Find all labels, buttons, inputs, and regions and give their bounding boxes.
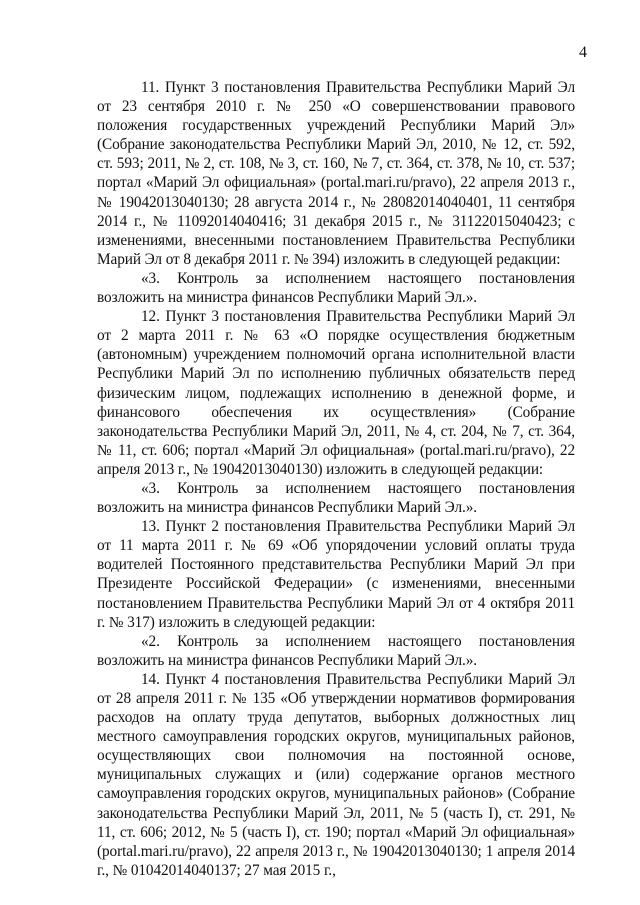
paragraph-item-13: 13. Пункт 2 постановления Правительства Республики Марий Эл от 11 марта 2011 г. № 69 «Об упорядочении условий оплаты труда водителей Постоянного представительства Республики Марий Эл при Президенте Российской Федерации» (с изменениями, внесенными постановлением Правительства Республики Марий Эл от 4 октября 2011 г. № 317) изложить в следующей редакции: [97,518,575,631]
paragraph-item-11: 11. Пункт 3 постановления Правительства Республики Марий Эл от 23 сентября 2010 г. № 250 «О совершенствовании правового положения государственных учреждений Республики Марий Эл» (Собрание законодательства Республики Марий Эл, 2010, № 12, ст. 592, ст. 593; 2011, № 2, ст. 108, № 3, ст. 160, № 7, ст. 364, ст. 378, № 10, ст. 537; портал «Марий Эл официальная» (portal.mari.ru/pravo), 22 апреля 2013 г., № 19042013040130; 28 августа 2014 г., № 28082014040401, 11 сентября 2014 г., № 11092014040416; 31 декабря 2015 г., № 31122015040423; с изменениями, внесенными постановлением Правительства Республики Марий Эл от 8 декабря 2011 г. № 394) изложить в следующей редакции: [97,79,575,268]
quoted-amendment-13: «2. Контроль за исполнением настоящего постановления возложить на министра финансов Республики Марий Эл.». [97,632,575,669]
paragraph-item-12: 12. Пункт 3 постановления Правительства Республики Марий Эл от 2 марта 2011 г. № 63 «О порядке осуществления бюджетным (автономным) учреждением полномочий органа исполнительной власти Республики Марий Эл по исполнению публичных обязательств перед физическим лицом, подлежащих исполнению в денежной форме, и финансового обеспечения их осуществления» (Собрание законодательства Республики Марий Эл, 2011, № 4, ст. 204, № 7, ст. 364, № 11, ст. 606; портал «Марий Эл официальная» (portal.mari.ru/pravo), 22 апреля 2013 г., № 19042013040130) изложить в следующей редакции: [97,308,575,478]
paragraph-item-14: 14. Пункт 4 постановления Правительства Республики Марий Эл от 28 апреля 2011 г. № 135 «Об утверждении нормативов формирования расходов на оплату труда депутатов, выборных должностных лиц местного самоуправления городских округов, муниципальных районов, осуществляющих свои полномочия на постоянной основе, муниципальных служащих и (или) содержание органов местного самоуправления городских округов, муниципальных районов» (Собрание законодательства Республики Марий Эл, 2011, № 5 (часть I), ст. 291, № 11, ст. 606; 2012, № 5 (часть I), ст. 190; портал «Марий Эл официальная» (portal.mari.ru/pravo), 22 апреля 2013 г., № 19042013040130; 1 апреля 2014 г., № 01042014040137; 27 мая 2015 г., [97,670,575,879]
page-number: 4 [579,44,587,61]
quoted-amendment-11: «3. Контроль за исполнением настоящего постановления возложить на министра финансов Республики Марий Эл.». [97,269,575,307]
quoted-amendment-12: «3. Контроль за исполнением настоящего постановления возложить на министра финансов Республики Марий Эл.». [97,479,575,517]
document-body [97,78,575,880]
